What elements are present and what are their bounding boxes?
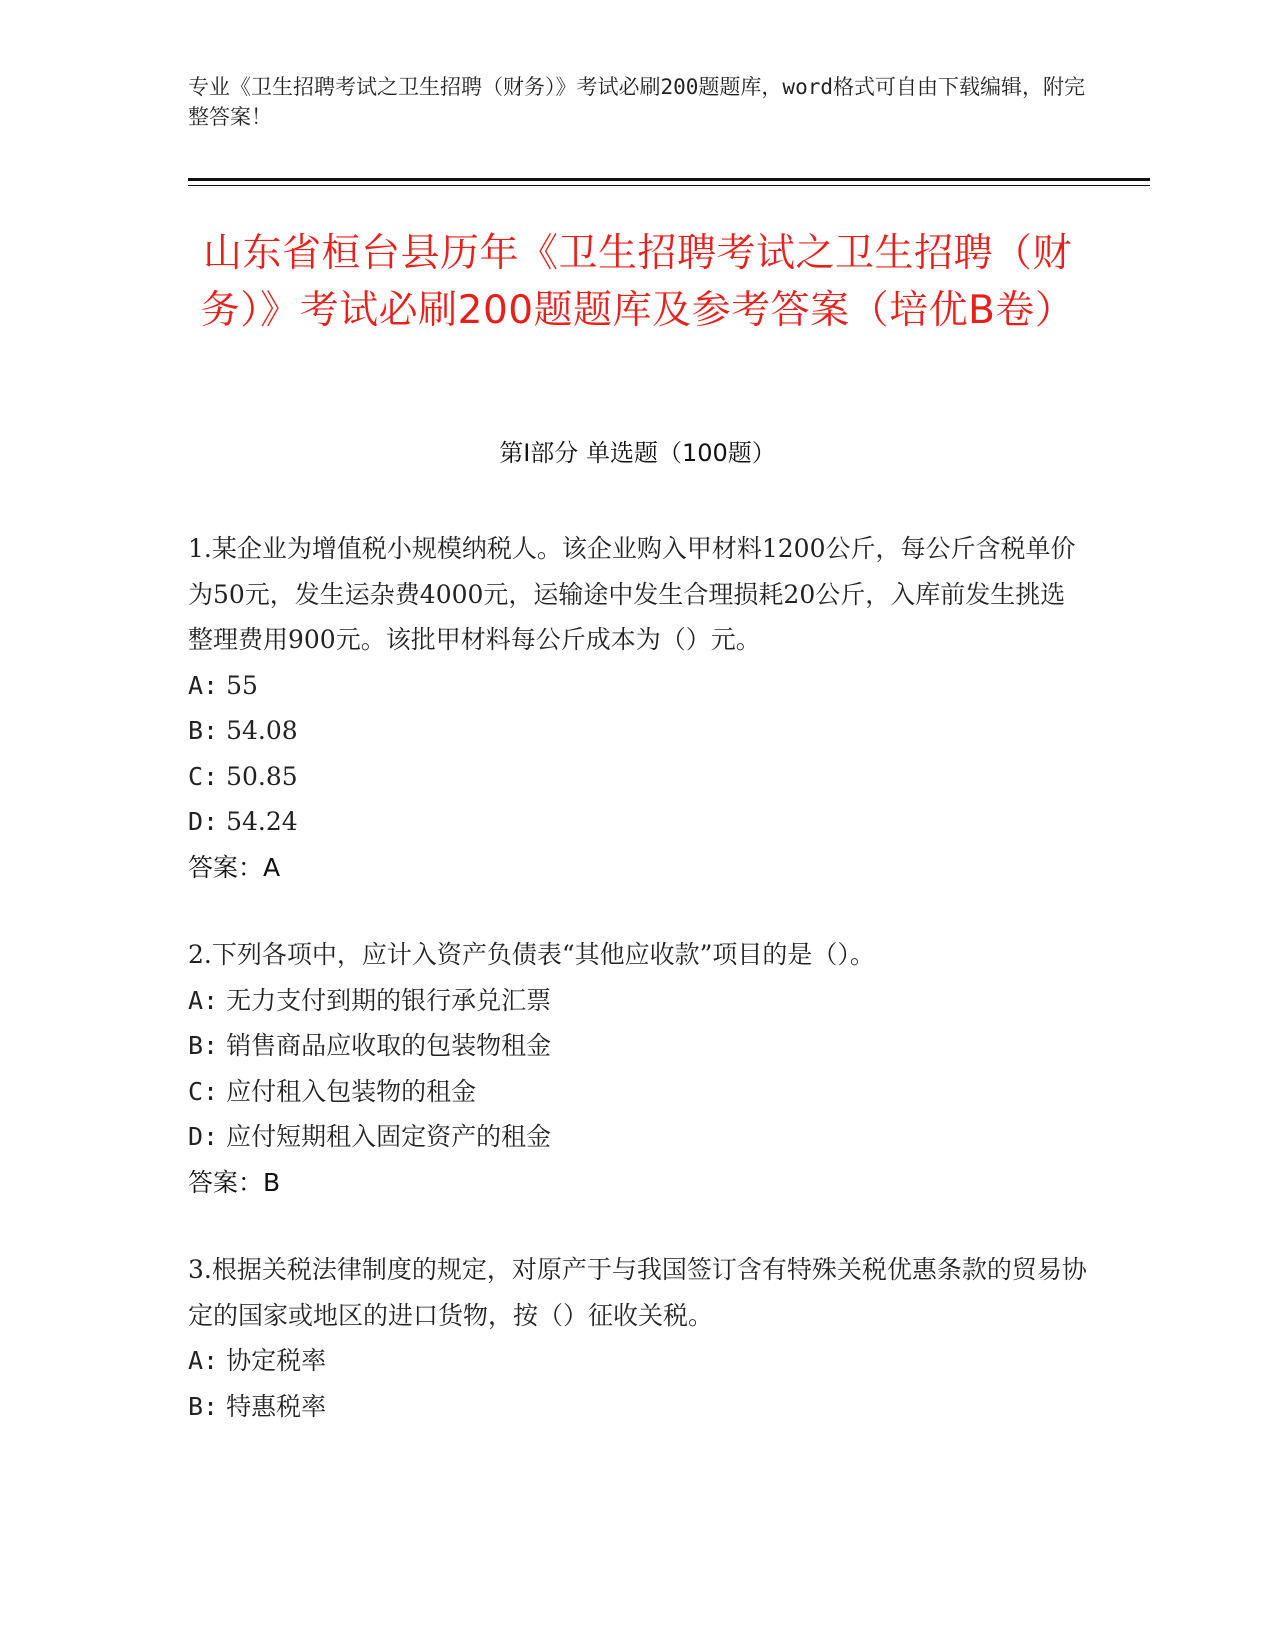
option-text: 销售商品应收取的包装物租金 xyxy=(226,1031,552,1060)
option-b xyxy=(188,708,1088,754)
header-note: 专业《卫生招聘考试之卫生招聘（财务）》考试必刷200题题库，word格式可自由下载编辑，附完整答案！ xyxy=(188,75,1085,129)
option-letter: B: xyxy=(188,1031,219,1060)
option-letter: C: xyxy=(188,1076,219,1106)
document-title: 山东省桓台县历年《卫生招聘考试之卫生招聘（财务）》考试必刷200题题库及参考答案（培优B卷） xyxy=(200,231,1075,333)
question-item xyxy=(188,932,1088,1205)
option-c xyxy=(188,754,1088,800)
option-letter: B: xyxy=(188,1391,219,1421)
option-text: 55 xyxy=(226,670,258,700)
option-text: 54.24 xyxy=(226,807,298,836)
question-item xyxy=(188,1247,1088,1429)
question-stem: 3.根据关税法律制度的规定，对原产于与我国签订含有特殊关税优惠条款的贸易协定的国家或地区的进口货物，按（）征收关税。 xyxy=(188,1255,1087,1330)
option-letter: B: xyxy=(188,716,219,745)
header-divider-thick xyxy=(188,178,1150,181)
option-letter: A: xyxy=(188,1346,219,1375)
option-letter: A: xyxy=(188,670,219,700)
option-b xyxy=(188,1384,1088,1430)
option-text: 协定税率 xyxy=(226,1346,327,1375)
option-text: 应付短期租入固定资产的租金 xyxy=(226,1122,552,1151)
question-stem: 2.下列各项中，应计入资产负债表“其他应收款”项目的是（）。 xyxy=(188,940,875,969)
header-divider-thin xyxy=(188,185,1150,186)
option-letter: D: xyxy=(188,807,219,836)
option-a xyxy=(188,1338,1088,1384)
option-letter: C: xyxy=(188,761,219,791)
option-d xyxy=(188,799,1088,845)
question-list xyxy=(188,526,1088,1471)
section-heading: 第Ⅰ部分 单选题（100题） xyxy=(499,439,776,467)
answer-line: 答案：A xyxy=(188,852,281,882)
option-text: 50.85 xyxy=(226,761,298,791)
option-a xyxy=(188,978,1088,1024)
answer-line: 答案：B xyxy=(188,1167,281,1197)
option-b xyxy=(188,1023,1088,1069)
question-stem: 1.某企业为增值税小规模纳税人。该企业购入甲材料1200公斤，每公斤含税单价为50元，发生运杂费4000元，运输途中发生合理损耗20公斤，入库前发生挑选整理费用900元。该批甲材料每公斤成本为（）元。 xyxy=(188,534,1076,654)
option-c xyxy=(188,1069,1088,1115)
option-letter: A: xyxy=(188,985,219,1015)
option-text: 应付租入包装物的租金 xyxy=(226,1076,477,1106)
option-text: 无力支付到期的银行承兑汇票 xyxy=(226,985,552,1015)
option-text: 特惠税率 xyxy=(226,1391,327,1421)
option-d xyxy=(188,1114,1088,1160)
option-text: 54.08 xyxy=(226,716,298,745)
option-letter: D: xyxy=(188,1122,219,1151)
question-item xyxy=(188,526,1088,890)
option-a xyxy=(188,663,1088,709)
